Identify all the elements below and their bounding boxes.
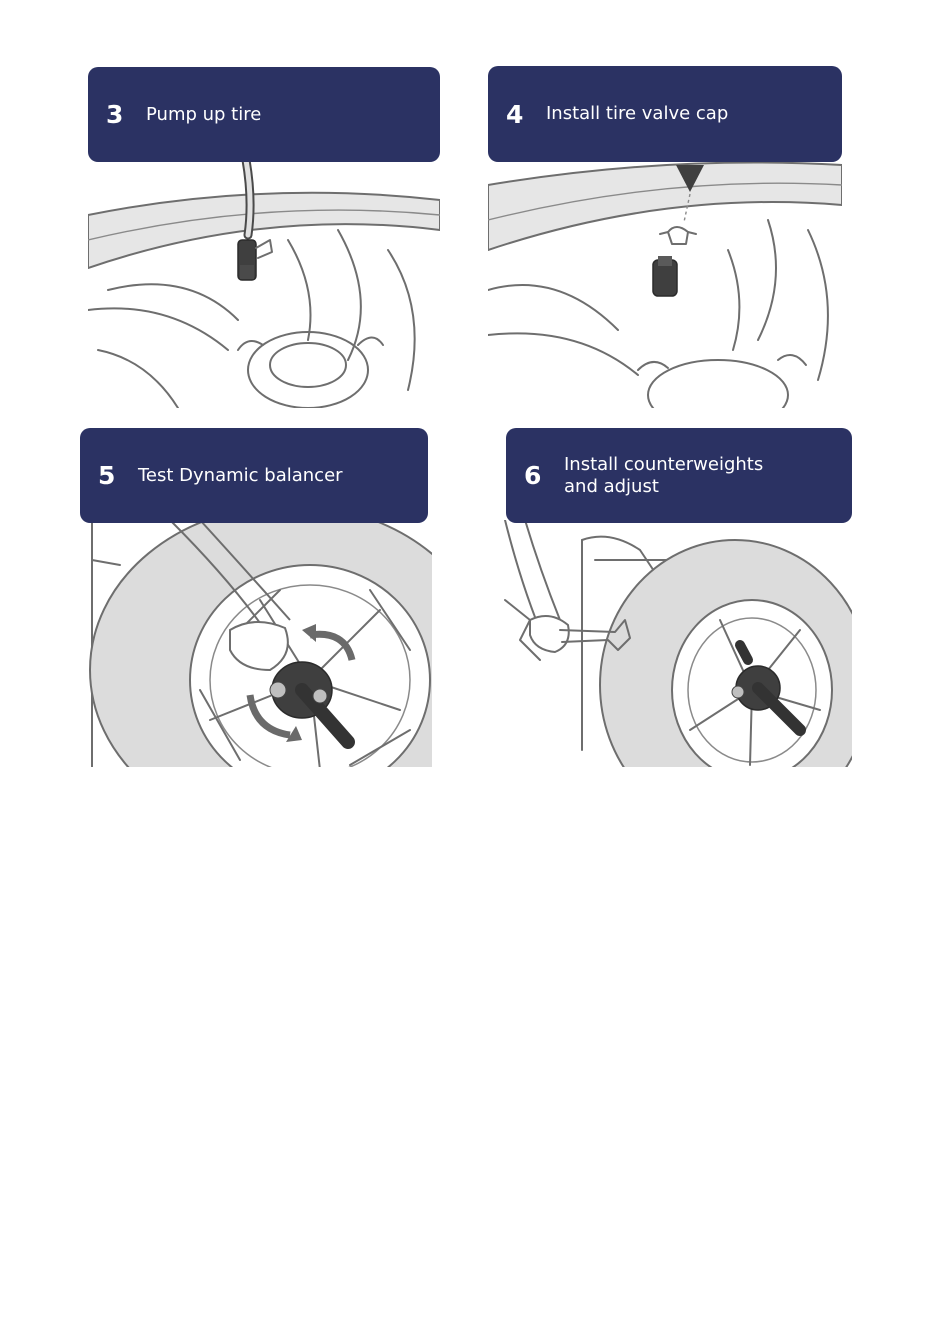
step-title: Test Dynamic balancer [138, 464, 343, 486]
step-title-line-2: and adjust [564, 475, 659, 497]
step-title: Pump up tire [146, 103, 262, 125]
step-5-header [80, 428, 428, 523]
step-title: Install tire valve cap [546, 103, 729, 124]
step-number: 6 [524, 461, 542, 490]
step-4-header [488, 66, 842, 162]
valve-cap-illustration [488, 160, 842, 408]
counterweight-illustration [500, 520, 852, 767]
step-6-header [506, 428, 852, 523]
tire-pump-illustration [88, 160, 440, 408]
step-number: 5 [98, 461, 116, 490]
step-3-header [88, 67, 440, 162]
balancer-test-illustration [80, 520, 432, 767]
step-number: 4 [506, 99, 524, 129]
step-number: 3 [106, 100, 124, 129]
step-title-line-1: Install counterweights [564, 453, 764, 475]
